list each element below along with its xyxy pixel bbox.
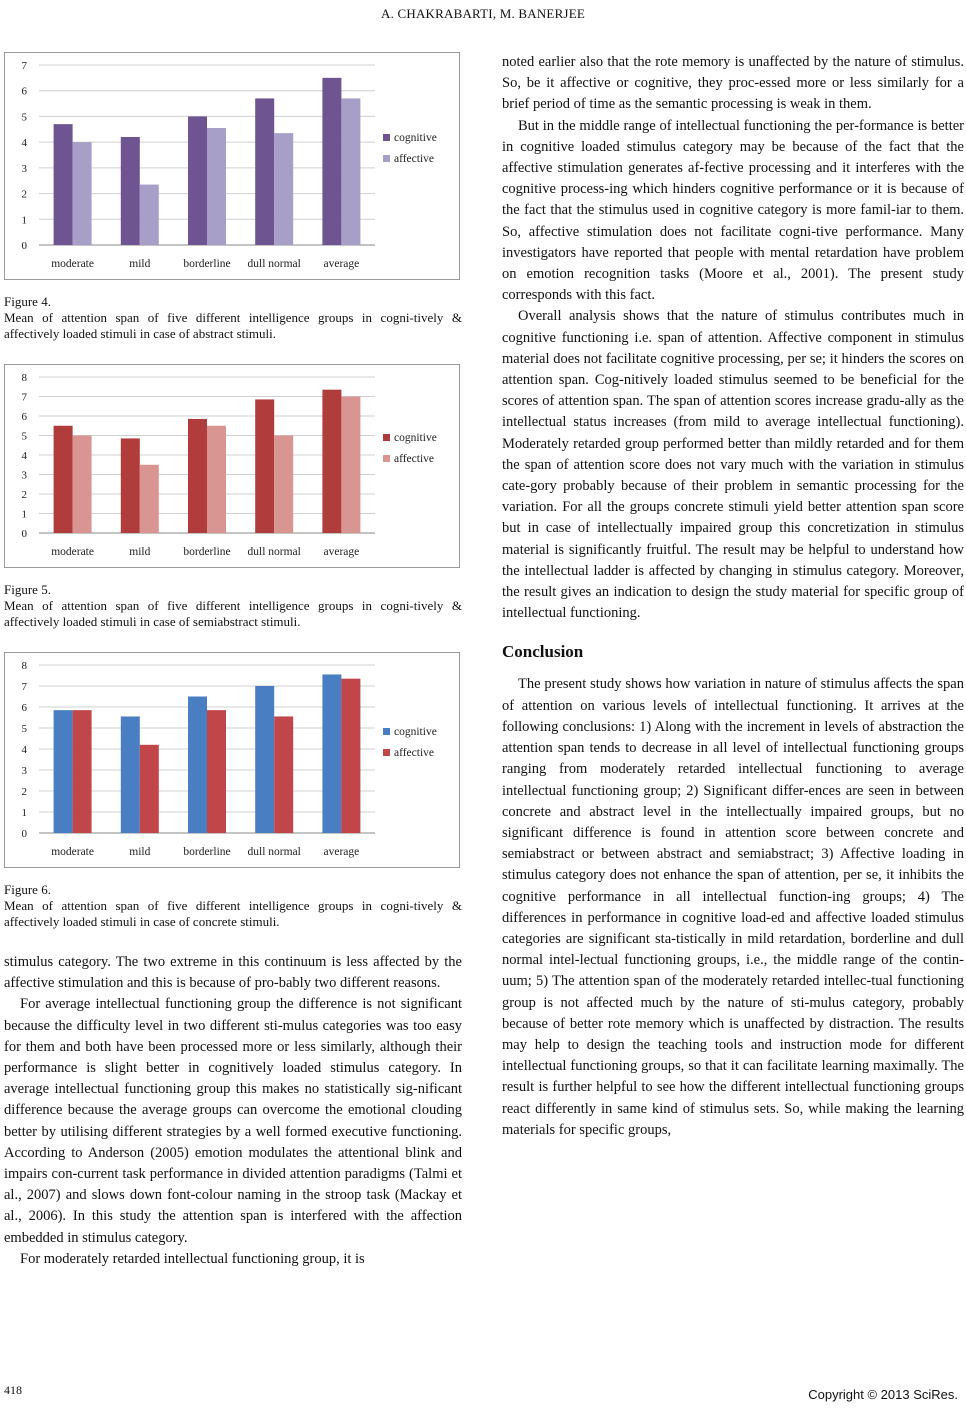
bar-affective-average bbox=[341, 397, 360, 534]
x-tick-label: borderline bbox=[183, 846, 231, 858]
x-tick-label: dull normal bbox=[247, 546, 301, 558]
figure-5-svg bbox=[5, 365, 459, 567]
y-tick-label: 3 bbox=[21, 162, 27, 175]
x-tick-label: mild bbox=[129, 846, 151, 858]
y-tick-label: 0 bbox=[21, 240, 27, 252]
y-tick-label: 7 bbox=[21, 60, 27, 72]
right-paragraph-2: But in the middle range of intellectual functioning the per-formance is better in cognitive loaded stimulus category may be because of the fact that the affective stimulation generates af-fective processing and it interferes with the cognitive process-ing which hinders cognitive performance or it is because of the fact that the stimulus used in cognitive category is more famil-iar to them. So, affective stimulation does not facilitate cogni-tive performance. Many investigators have reported that people with mental retardation have problem on emotion recognition tasks (Moore et al., 2001). The present study corresponds with this fact. bbox=[502, 117, 964, 304]
bar-affective-moderate bbox=[73, 142, 92, 245]
y-tick-label: 5 bbox=[21, 430, 27, 443]
y-tick-label: 7 bbox=[21, 681, 27, 693]
bar-affective-borderline bbox=[207, 128, 226, 245]
legend-swatch-affective bbox=[383, 749, 390, 756]
y-tick-label: 1 bbox=[21, 214, 27, 227]
copyright: Copyright © 2013 SciRes. bbox=[808, 1387, 958, 1402]
bar-affective-mild bbox=[140, 465, 159, 533]
x-tick-label: mild bbox=[129, 546, 151, 558]
legend-swatch-affective bbox=[383, 455, 390, 462]
bar-cognitive-average bbox=[322, 674, 341, 833]
legend-label-cognitive: cognitive bbox=[394, 132, 437, 144]
figure-4-svg bbox=[5, 53, 459, 279]
bar-cognitive-mild bbox=[121, 137, 140, 245]
figure-6-label: Figure 6. bbox=[4, 882, 51, 897]
y-tick-label: 2 bbox=[21, 489, 27, 501]
figure-5-caption: Mean of attention span of five different intelligence groups in cogni-tively & affectively loaded stimuli in case of semiabstract stimuli. bbox=[4, 598, 462, 629]
bar-cognitive-borderline bbox=[188, 419, 207, 533]
x-tick-label: borderline bbox=[183, 546, 231, 558]
legend-label-affective: affective bbox=[394, 153, 435, 165]
figure-4-chart bbox=[4, 52, 460, 280]
bar-affective-mild bbox=[140, 745, 159, 833]
bar-affective-dull-normal bbox=[274, 436, 293, 534]
legend-label-cognitive: cognitive bbox=[394, 432, 437, 444]
bar-cognitive-moderate bbox=[54, 710, 73, 833]
legend-label-affective: affective bbox=[394, 747, 435, 759]
bar-cognitive-average bbox=[322, 78, 341, 245]
y-tick-label: 3 bbox=[21, 469, 27, 482]
conclusion-paragraph: The present study shows how variation in nature of stimulus affects the span of attention on various levels of intellectual functioning. It arrives at the following conclusions: 1) Along with the increment in levels of abstraction the attention span tends to decrease in all level of intellectual functioning groups ranging from moderately retarded intellectual functioning to average intellectual functioning group; 2) Significant differ-ences are seen in between concrete and abstract level in the intellectually impaired groups, but no significant difference is found in attention score between concrete and semiabstract or between abstract and semiabstract; 3) Affective loading in stimulus category does not enhance the span of attention, per se, it inhibits the cognitive performance in all intellectual function-ing groups; 4) The differences in performance in cognitive load-ed and affective loaded stimulus categories are significant sta-tistically in mild retardation, borderline and dull normal intel-lectual functioning groups, i.e., the middle range of the contin-uum; 5) The attention span of the moderately retarded intellec-tual functioning group is not affected much by the nature of sti-mulus category, probably because of better rote memory which is unaffected by distraction. The results may help to design the teaching tools and instruction mode for different intellectual functioning groups, so that it can facilitate learning maximally. The result is further helpful to see how the different intellectual functioning groups react differently in same kind of stimulus sets. So, while making the learning materials for specific groups, bbox=[502, 676, 964, 1138]
y-tick-label: 6 bbox=[21, 411, 27, 423]
left-column bbox=[4, 52, 462, 1270]
y-tick-label: 7 bbox=[21, 391, 27, 404]
figure-6-chart bbox=[4, 652, 460, 868]
bar-affective-mild bbox=[140, 185, 159, 245]
bar-cognitive-moderate bbox=[54, 124, 73, 245]
bar-cognitive-borderline bbox=[188, 116, 207, 245]
bar-cognitive-average bbox=[322, 390, 341, 533]
x-tick-label: moderate bbox=[51, 258, 94, 270]
bar-affective-borderline bbox=[207, 710, 226, 833]
y-tick-label: 8 bbox=[21, 372, 27, 384]
x-tick-label: mild bbox=[129, 258, 151, 270]
y-tick-label: 3 bbox=[21, 765, 27, 777]
bar-cognitive-borderline bbox=[188, 697, 207, 834]
legend-swatch-cognitive bbox=[383, 728, 390, 735]
bar-cognitive-mild bbox=[121, 716, 140, 833]
y-tick-label: 8 bbox=[21, 660, 27, 672]
y-tick-label: 4 bbox=[21, 137, 27, 150]
bar-cognitive-dull-normal bbox=[255, 399, 274, 533]
running-head: A. CHAKRABARTI, M. BANERJEE bbox=[381, 6, 585, 21]
y-tick-label: 5 bbox=[21, 723, 27, 735]
left-paragraph-3: For moderately retarded intellectual functioning group, it is bbox=[20, 1250, 365, 1267]
bar-affective-moderate bbox=[73, 436, 92, 534]
y-tick-label: 0 bbox=[21, 828, 27, 840]
y-tick-label: 1 bbox=[21, 807, 27, 819]
x-tick-label: average bbox=[323, 258, 360, 270]
y-tick-label: 5 bbox=[21, 111, 27, 124]
figure-6-caption: Mean of attention span of five different intelligence groups in cogni-tively & affectively loaded stimuli in case of concrete stimuli. bbox=[4, 898, 462, 929]
bar-affective-moderate bbox=[73, 710, 92, 833]
x-tick-label: average bbox=[323, 546, 360, 558]
x-tick-label: moderate bbox=[51, 546, 94, 558]
bar-cognitive-mild bbox=[121, 438, 140, 533]
figure-6-svg bbox=[5, 653, 459, 867]
y-tick-label: 4 bbox=[21, 744, 27, 756]
bar-cognitive-dull-normal bbox=[255, 686, 274, 833]
figure-5-label: Figure 5. bbox=[4, 582, 51, 597]
legend-label-cognitive: cognitive bbox=[394, 726, 437, 738]
legend-swatch-affective bbox=[383, 155, 390, 162]
page-number: 418 bbox=[4, 1383, 22, 1397]
bar-cognitive-moderate bbox=[54, 426, 73, 533]
y-tick-label: 0 bbox=[21, 528, 27, 540]
bar-affective-dull-normal bbox=[274, 716, 293, 833]
left-paragraph-1: stimulus category. The two extreme in this continuum is less affected by the affective stimulation and this is because of pro-bably two different reasons. bbox=[4, 954, 462, 992]
bar-affective-average bbox=[341, 679, 360, 833]
legend-swatch-cognitive bbox=[383, 134, 390, 141]
y-tick-label: 6 bbox=[21, 85, 27, 98]
legend-label-affective: affective bbox=[394, 453, 435, 465]
figure-4-label: Figure 4. bbox=[4, 294, 51, 309]
conclusion-heading: Conclusion bbox=[502, 642, 584, 662]
bar-affective-dull-normal bbox=[274, 133, 293, 245]
y-tick-label: 1 bbox=[21, 508, 27, 521]
legend-swatch-cognitive bbox=[383, 434, 390, 441]
y-tick-label: 2 bbox=[21, 188, 27, 201]
y-tick-label: 6 bbox=[21, 702, 27, 714]
x-tick-label: dull normal bbox=[247, 258, 301, 270]
figure-4-caption: Mean of attention span of five different intelligence groups in cogni-tively & affectively loaded stimuli in case of abstract stimuli. bbox=[4, 310, 462, 341]
x-tick-label: dull normal bbox=[247, 846, 301, 858]
bar-affective-borderline bbox=[207, 426, 226, 533]
right-paragraph-1: noted earlier also that the rote memory is unaffected by the nature of stimulus. So, be it affective or cognitive, they proc-essed more or less similarly for a brief period of time as the semantic processing is weak in them. bbox=[502, 54, 964, 113]
right-column bbox=[502, 52, 964, 1141]
x-tick-label: moderate bbox=[51, 846, 94, 858]
y-tick-label: 4 bbox=[21, 450, 27, 462]
right-paragraph-3: Overall analysis shows that the nature of stimulus contributes much in cognitive functioning i.e. span of attention. Affective component in stimulus material does not facilitate cognitive processing, per se; it hinders the scores on attention span. Cog-nitively loaded stimulus seemed to be beneficial for the scores of attention span. The span of attention scores increase gradu-ally as the intellectual status increases (from mild to average intellectual functioning). Moderately retarded group performed better than mildly retarded and for them the span of attention score does not vary much with the variation in stimulus cate-gory probably because of their problem in semantic processing for the variation. For all the groups concrete stimuli yield better attention span score but in case of intellectually impaired group this concretization in stimulus material is significantly fruitful. The result may be helpful to understand how the intellectual ladder is affected by changing in stimulus category. Moreover, the result gives an indication to design the study material for specific group of intellectual functioning. bbox=[502, 308, 964, 622]
bar-cognitive-dull-normal bbox=[255, 98, 274, 245]
y-tick-label: 2 bbox=[21, 786, 27, 798]
left-paragraph-2: For average intellectual functioning group the difference is not significant because the difficulty level in two different sti-mulus categories was too easy for them and both have been processed more or less similarly, although their performance is slight better in cognitively loaded stimulus category. In average intellectual functioning group this makes no statistically sig-nificant difference because the average groups can overcome the emotional clouding better by utilising different strategies by a well formed executive functioning. According to Anderson (2005) emotion modulates the attentional blink and impairs con-current task performance in divided attention paradigms (Talmi et al., 2007) and slows down font-colour naming in the stroop task (Mackay et al., 2006). In this study the attention span is interfered with the affection embedded in stimulus category. bbox=[4, 996, 462, 1246]
x-tick-label: average bbox=[323, 846, 360, 858]
bar-affective-average bbox=[341, 98, 360, 245]
figure-5-chart bbox=[4, 364, 460, 568]
x-tick-label: borderline bbox=[183, 258, 231, 270]
